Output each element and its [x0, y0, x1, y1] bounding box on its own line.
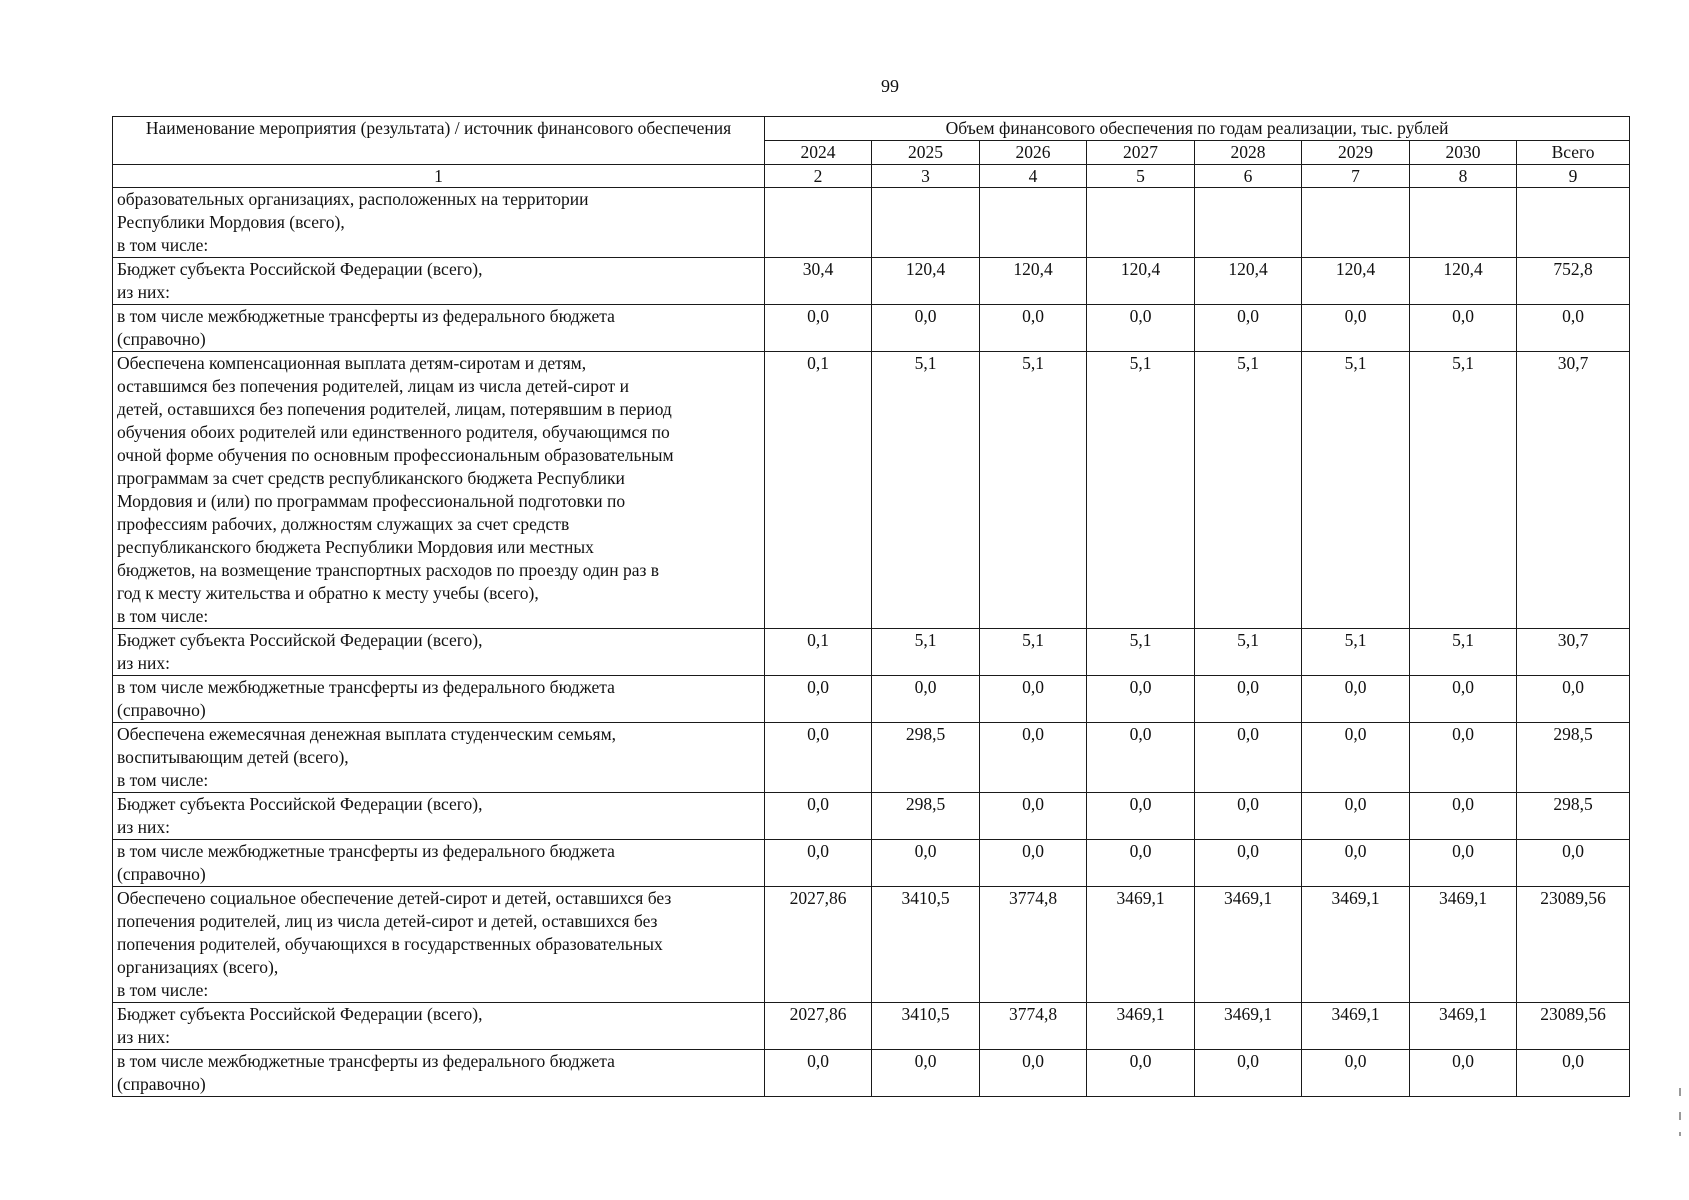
year-value-cell: 5,1 [1410, 629, 1517, 676]
year-value-cell: 0,0 [765, 676, 872, 723]
year-value-cell: 0,0 [1087, 676, 1195, 723]
row-name-cell: Бюджет субъекта Российской Федерации (всего), из них: [113, 793, 765, 840]
year-value-cell: 0,0 [980, 1050, 1087, 1097]
year-value-cell: 0,0 [872, 840, 980, 887]
header-row-top [113, 117, 1630, 141]
year-value-cell: 3469,1 [1302, 887, 1410, 1003]
row-name-cell: в том числе межбюджетные трансферты из федерального бюджета (справочно) [113, 305, 765, 352]
year-value-cell: 5,1 [1195, 629, 1302, 676]
year-value-cell: 0,0 [1195, 1050, 1302, 1097]
year-value-cell: 3469,1 [1410, 1003, 1517, 1050]
year-value-cell: 5,1 [1302, 629, 1410, 676]
year-header: 2027 [1087, 141, 1195, 165]
total-header: Всего [1517, 141, 1630, 165]
total-value-cell: 23089,56 [1517, 1003, 1630, 1050]
year-value-cell: 0,0 [1410, 1050, 1517, 1097]
header-name-cell: Наименование мероприятия (результата) / источник финансового обеспечения [113, 117, 765, 165]
year-header: 2024 [765, 141, 872, 165]
year-value-cell: 5,1 [980, 629, 1087, 676]
scan-mark [1679, 1088, 1681, 1096]
table-row [113, 258, 1630, 305]
total-value-cell [1517, 188, 1630, 258]
table-row [113, 793, 1630, 840]
year-value-cell: 0,0 [1410, 305, 1517, 352]
year-value-cell: 0,0 [1410, 840, 1517, 887]
total-value-cell: 30,7 [1517, 352, 1630, 629]
table-row [113, 723, 1630, 793]
year-value-cell: 0,0 [1410, 676, 1517, 723]
year-value-cell: 0,0 [1302, 723, 1410, 793]
year-value-cell: 0,1 [765, 629, 872, 676]
year-value-cell: 5,1 [1302, 352, 1410, 629]
year-value-cell: 5,1 [1410, 352, 1517, 629]
year-value-cell: 0,0 [980, 840, 1087, 887]
year-header: 2030 [1410, 141, 1517, 165]
column-index: 7 [1302, 165, 1410, 188]
year-value-cell: 0,1 [765, 352, 872, 629]
total-value-cell: 0,0 [1517, 1050, 1630, 1097]
year-value-cell [1410, 188, 1517, 258]
column-index: 9 [1517, 165, 1630, 188]
year-value-cell: 0,0 [1302, 793, 1410, 840]
total-value-cell: 0,0 [1517, 676, 1630, 723]
year-value-cell: 0,0 [1302, 305, 1410, 352]
year-value-cell: 3469,1 [1410, 887, 1517, 1003]
year-value-cell: 0,0 [1195, 723, 1302, 793]
year-value-cell: 0,0 [980, 676, 1087, 723]
year-value-cell: 30,4 [765, 258, 872, 305]
year-value-cell [872, 188, 980, 258]
year-value-cell: 0,0 [980, 793, 1087, 840]
year-value-cell: 0,0 [1087, 840, 1195, 887]
total-value-cell: 0,0 [1517, 305, 1630, 352]
scan-mark [1679, 1112, 1681, 1120]
year-value-cell [765, 188, 872, 258]
year-value-cell: 0,0 [1410, 793, 1517, 840]
year-value-cell: 5,1 [1087, 629, 1195, 676]
year-value-cell: 3410,5 [872, 1003, 980, 1050]
total-value-cell: 752,8 [1517, 258, 1630, 305]
table-row [113, 305, 1630, 352]
year-header: 2028 [1195, 141, 1302, 165]
total-value-cell: 298,5 [1517, 723, 1630, 793]
column-index: 6 [1195, 165, 1302, 188]
year-value-cell: 3469,1 [1195, 1003, 1302, 1050]
year-value-cell [1302, 188, 1410, 258]
table-row [113, 1003, 1630, 1050]
column-index-row [113, 165, 1630, 188]
year-value-cell: 120,4 [872, 258, 980, 305]
year-value-cell: 120,4 [1302, 258, 1410, 305]
year-value-cell: 0,0 [1087, 305, 1195, 352]
row-name-cell: в том числе межбюджетные трансферты из федерального бюджета (справочно) [113, 1050, 765, 1097]
year-value-cell: 0,0 [1195, 305, 1302, 352]
year-value-cell: 3469,1 [1087, 887, 1195, 1003]
table-row [113, 1050, 1630, 1097]
column-index: 2 [765, 165, 872, 188]
year-value-cell: 0,0 [1302, 1050, 1410, 1097]
page-number: 99 [881, 76, 899, 96]
total-value-cell: 30,7 [1517, 629, 1630, 676]
year-value-cell: 2027,86 [765, 887, 872, 1003]
scan-mark [1679, 1132, 1681, 1136]
year-value-cell: 0,0 [872, 305, 980, 352]
year-value-cell: 0,0 [872, 1050, 980, 1097]
year-value-cell: 0,0 [1302, 676, 1410, 723]
row-name-cell: Бюджет субъекта Российской Федерации (всего), из них: [113, 629, 765, 676]
year-value-cell: 0,0 [765, 793, 872, 840]
year-value-cell [1087, 188, 1195, 258]
row-name-cell: Обеспечена компенсационная выплата детям-сиротам и детям, оставшимся без попечения родителей, лицам из числа детей-сирот и детей, оставшихся без попечения родителей, лицам, потерявшим в период обучения обоих родителей или единственного родителя, обучающимся по очной форме обучения по основным профессиональным образовательным программам за счет средств республиканского бюджета Республики Мордовия и (или) по программам профессиональной подготовки по профессиям рабочих, должностям служащих за счет средств республиканского бюджета Республики Мордовия или местных бюджетов, на возмещение транспортных расходов по проезду один раз в год к месту жительства и обратно к месту учебы (всего), в том числе: [113, 352, 765, 629]
year-value-cell: 0,0 [1410, 723, 1517, 793]
year-value-cell: 0,0 [1087, 793, 1195, 840]
year-value-cell: 298,5 [872, 793, 980, 840]
table-row [113, 840, 1630, 887]
year-value-cell: 0,0 [1195, 793, 1302, 840]
year-value-cell: 3774,8 [980, 1003, 1087, 1050]
table-body [113, 188, 1630, 1097]
year-value-cell: 0,0 [980, 723, 1087, 793]
year-value-cell: 0,0 [1195, 676, 1302, 723]
year-value-cell: 0,0 [1087, 1050, 1195, 1097]
year-value-cell: 0,0 [765, 1050, 872, 1097]
year-value-cell: 0,0 [1302, 840, 1410, 887]
row-name-cell: Обеспечено социальное обеспечение детей-сирот и детей, оставшихся без попечения родителей, лиц из числа детей-сирот и детей, оставшихся без попечения родителей, обучающихся в государственных образовательных организациях (всего), в том числе: [113, 887, 765, 1003]
year-value-cell: 0,0 [1087, 723, 1195, 793]
column-index: 4 [980, 165, 1087, 188]
year-header: 2025 [872, 141, 980, 165]
row-name-cell: Бюджет субъекта Российской Федерации (всего), из них: [113, 1003, 765, 1050]
total-value-cell: 298,5 [1517, 793, 1630, 840]
year-value-cell: 0,0 [765, 305, 872, 352]
year-value-cell: 5,1 [1087, 352, 1195, 629]
year-value-cell: 5,1 [1195, 352, 1302, 629]
year-value-cell: 3410,5 [872, 887, 980, 1003]
year-value-cell [980, 188, 1087, 258]
year-value-cell: 0,0 [1195, 840, 1302, 887]
column-index: 5 [1087, 165, 1195, 188]
table-row [113, 629, 1630, 676]
year-value-cell: 120,4 [1410, 258, 1517, 305]
financing-table [112, 116, 1630, 1097]
row-name-cell: Обеспечена ежемесячная денежная выплата студенческим семьям, воспитывающим детей (всего), в том числе: [113, 723, 765, 793]
column-index: 1 [113, 165, 765, 188]
year-value-cell: 5,1 [872, 629, 980, 676]
table-row [113, 352, 1630, 629]
year-value-cell: 3469,1 [1195, 887, 1302, 1003]
column-index: 8 [1410, 165, 1517, 188]
year-value-cell: 2027,86 [765, 1003, 872, 1050]
year-value-cell: 120,4 [1195, 258, 1302, 305]
year-value-cell: 0,0 [765, 840, 872, 887]
row-name-cell: в том числе межбюджетные трансферты из федерального бюджета (справочно) [113, 840, 765, 887]
year-value-cell: 3469,1 [1302, 1003, 1410, 1050]
year-header: 2029 [1302, 141, 1410, 165]
year-value-cell: 0,0 [872, 676, 980, 723]
total-value-cell: 0,0 [1517, 840, 1630, 887]
table-row [113, 676, 1630, 723]
year-value-cell: 5,1 [872, 352, 980, 629]
year-value-cell: 120,4 [980, 258, 1087, 305]
year-value-cell: 3774,8 [980, 887, 1087, 1003]
year-value-cell: 3469,1 [1087, 1003, 1195, 1050]
year-value-cell: 120,4 [1087, 258, 1195, 305]
year-value-cell: 0,0 [980, 305, 1087, 352]
table-row [113, 188, 1630, 258]
year-header: 2026 [980, 141, 1087, 165]
header-volume-cell: Объем финансового обеспечения по годам реализации, тыс. рублей [765, 117, 1630, 141]
row-name-cell: образовательных организациях, расположенных на территории Республики Мордовия (всего), в том числе: [113, 188, 765, 258]
column-index: 3 [872, 165, 980, 188]
year-value-cell: 298,5 [872, 723, 980, 793]
year-value-cell [1195, 188, 1302, 258]
total-value-cell: 23089,56 [1517, 887, 1630, 1003]
table-row [113, 887, 1630, 1003]
row-name-cell: в том числе межбюджетные трансферты из федерального бюджета (справочно) [113, 676, 765, 723]
year-value-cell: 0,0 [765, 723, 872, 793]
row-name-cell: Бюджет субъекта Российской Федерации (всего), из них: [113, 258, 765, 305]
year-value-cell: 5,1 [980, 352, 1087, 629]
